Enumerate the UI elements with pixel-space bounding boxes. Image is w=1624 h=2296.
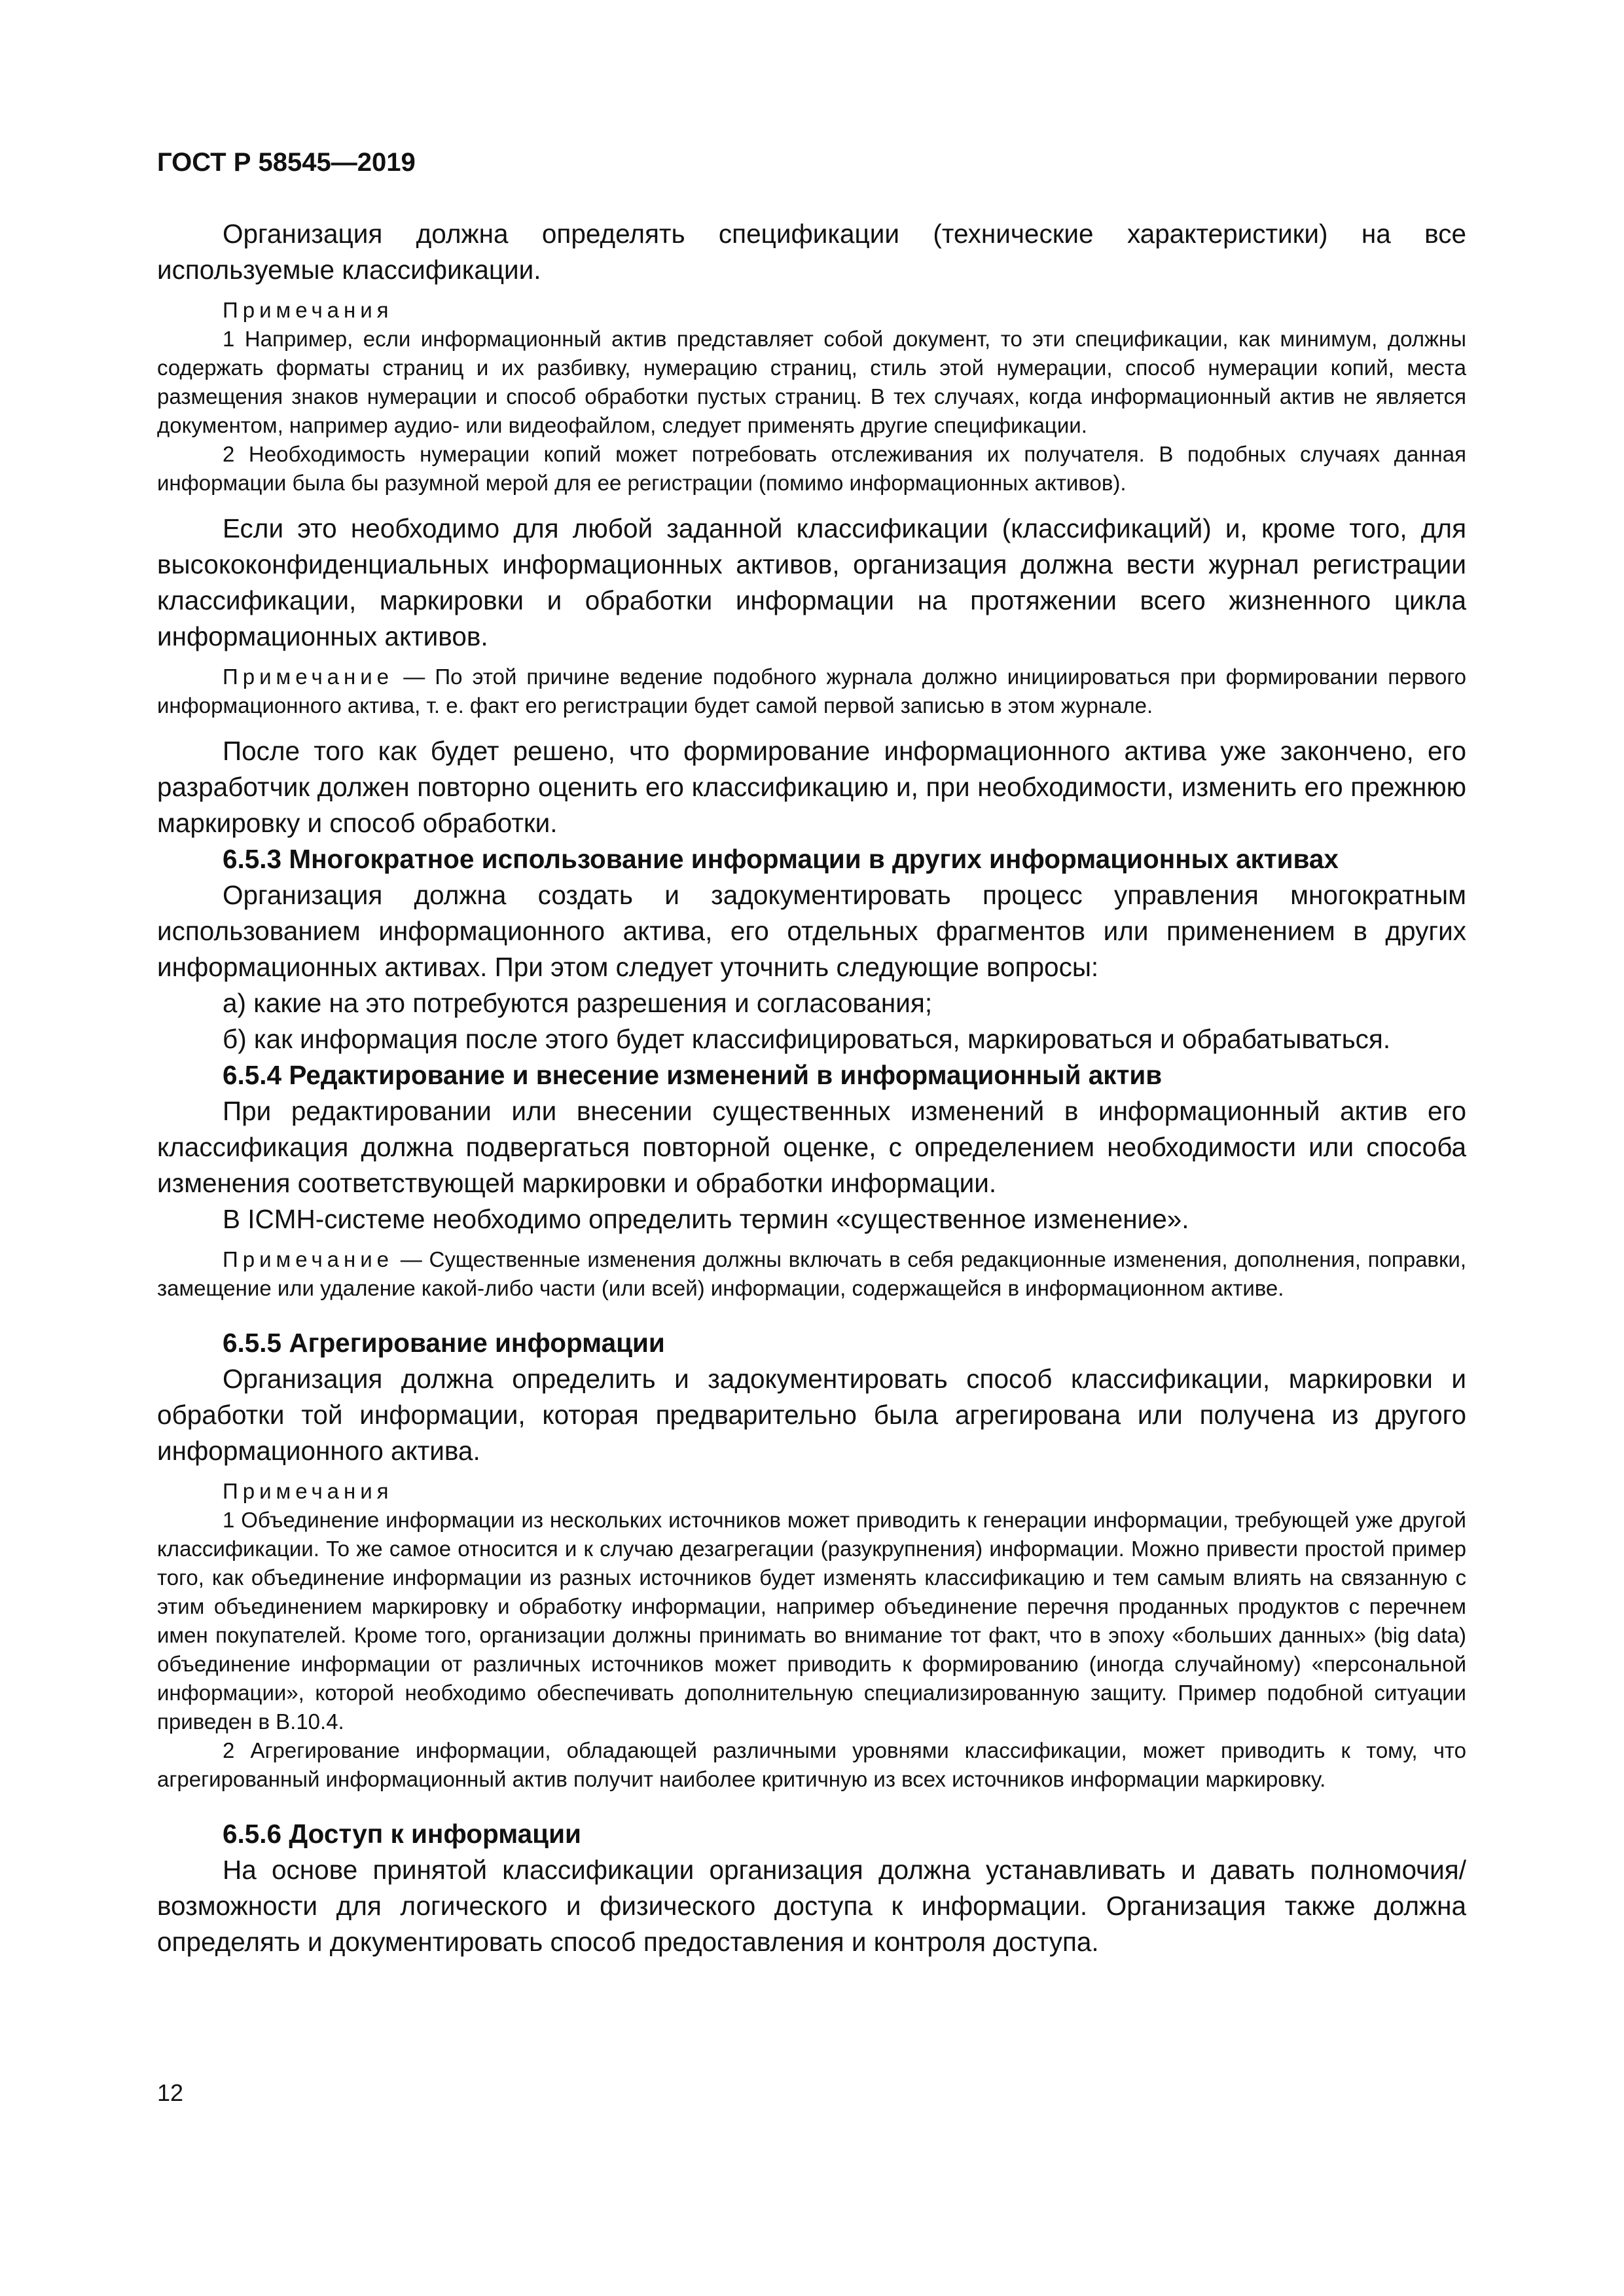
section-heading-6-5-5: 6.5.5 Агрегирование информации [223, 1328, 665, 1358]
notes-label: Примечания [223, 298, 393, 322]
paragraph: Если это необходимо для любой заданной классификации (классификаций) и, кроме того, для высококонфиденциальных информационных активов, организация должна вести журнал регистрации классификации, маркировки и обработки информации на протяжении всего жизненного цикла информационных активов. [157, 513, 1466, 651]
document-code-header: ГОСТ Р 58545—2019 [157, 148, 416, 177]
section-heading-6-5-6: 6.5.6 Доступ к информации [223, 1819, 581, 1849]
notes-label: Примечания [223, 1479, 393, 1503]
paragraph: После того как будет решено, что формирование информационного актива уже закончено, его разработчик должен повторно оценить его классификацию и, при необходимости, изменить его прежнюю маркировку и способ обработки. [157, 736, 1466, 838]
list-item-b: б) как информация после этого будет классифицироваться, маркироваться и обрабатываться. [223, 1024, 1391, 1054]
note-2: 2 Необходимость нумерации копий может потребовать отслеживания их получателя. В подобных случаях данная информации была бы разумной мерой для ее регистрации (помимо информационных активов). [157, 442, 1466, 495]
paragraph: Организация должна определить и задокументировать способ классификации, маркировки и обработки той информации, которая предварительно была агрегирована или получена из другого информационного актива. [157, 1364, 1466, 1466]
note [157, 1245, 1466, 1303]
note-label: Примечание [223, 1247, 394, 1271]
paragraph: Организация должна определять спецификации (технические характеристики) на все используемые классификации. [157, 219, 1466, 285]
page-number: 12 [157, 2079, 184, 2106]
page-content [157, 216, 1466, 1960]
paragraph: На основе принятой классификации организация должна устанавливать и давать полномочия/возможности для логического и физического доступа к информации. Организация также должна определять и документировать способ предоставления и контроля доступа. [157, 1855, 1466, 1957]
list-item-a: а) какие на это потребуются разрешения и согласования; [223, 988, 933, 1018]
note-text: — По этой причине ведение подобного журнала должно инициироваться при формировании первого информационного актива, т. е. факт его регистрации будет самой первой записью в этом журнале. [157, 665, 1466, 718]
note [157, 663, 1466, 720]
note-text: — Существенные изменения должны включать в себя редакционные изменения, дополнения, поправки, замещение или удаление какой-либо части (или всей) информации, содержащейся в информационном активе. [157, 1247, 1466, 1300]
paragraph: Организация должна создать и задокументировать процесс управления многократным использованием информационного актива, его отдельных фрагментов или применением в других информационных активах. При этом следует уточнить следующие вопросы: [157, 880, 1466, 982]
paragraph: В ICMH-системе необходимо определить термин «существенное изменение». [223, 1204, 1189, 1234]
section-heading-6-5-4: 6.5.4 Редактирование и внесение изменений в информационный актив [223, 1060, 1163, 1090]
section-heading-6-5-3: 6.5.3 Многократное использование информации в других информационных активах [223, 844, 1339, 874]
note-2: 2 Агрегирование информации, обладающей различными уровнями классификации, может приводить к тому, что агрегированный информационный актив получит наиболее критичную из всех источников информации маркировку. [157, 1738, 1466, 1791]
note-1: 1 Например, если информационный актив представляет собой документ, то эти спецификации, как минимум, должны содержать форматы страниц и их разбивку, нумерацию страниц, стиль этой нумерации, способ нумерации копий, места размещения знаков нумерации и способ обработки пустых страниц. В тех случаях, когда информационный актив не является документом, например аудио- или видеофайлом, следует применять другие спецификации. [157, 327, 1466, 437]
note-1: 1 Объединение информации из нескольких источников может приводить к генерации информации, требующей уже другой классификации. То же самое относится и к случаю дезагрегации (разукрупнения) информации. Можно привести простой пример того, как объединение информации из разных источников будет изменять классификацию и тем самым влиять на связанную с этим объединением маркировку и обработку информации, например объединение перечня проданных продуктов с перечнем имен покупателей. Кроме того, организации должны принимать во внимание тот факт, что в эпоху «больших данных» (big data) объединение информации от различных источников может приводить к формированию (иногда случайному) «персональной информации», которой необходимо обеспечивать дополнительную специализированную защиту. Пример подобной ситуации приведен в В.10.4. [157, 1508, 1466, 1734]
paragraph: При редактировании или внесении существенных изменений в информационный актив его классификация должна подвергаться повторной оценке, с определением необходимости или способа изменения соответствующей маркировки и обработки информации. [157, 1096, 1466, 1198]
note-label: Примечание [223, 665, 394, 689]
